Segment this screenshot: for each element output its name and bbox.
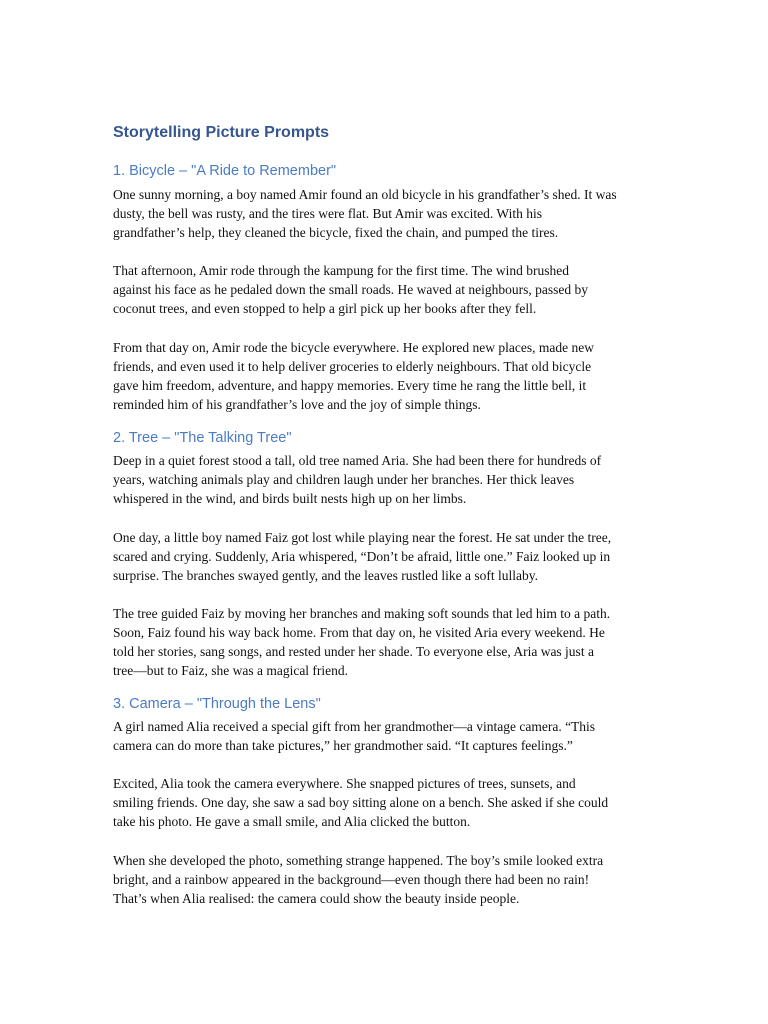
text-line: A girl named Alia received a special gift from her grandmother—a vintage camera. “This [113,719,596,734]
section-heading-tree: 2. Tree – "The Talking Tree" [113,430,292,446]
paragraph [113,851,603,908]
text-line: bright, and a rainbow appeared in the background—even though there had been no rain! [113,872,590,887]
text-line: whispered in the wind, and birds built nests high up on her limbs. [113,491,467,506]
text-line: Excited, Alia took the camera everywhere. She snapped pictures of trees, sunsets, and [113,776,576,791]
paragraph [113,717,595,755]
text-line: That afternoon, Amir rode through the kampung for the first time. The wind brushed [113,263,570,278]
text-line: That’s when Alia realised: the camera could show the beauty inside people. [113,891,520,906]
text-line: coconut trees, and even stopped to help a girl pick up her books after they fell. [113,301,537,316]
text-line: When she developed the photo, something strange happened. The boy’s smile looked extra [113,853,604,868]
text-line: One day, a little boy named Faiz got lost while playing near the forest. He sat under the tree, [113,530,612,545]
text-line: The tree guided Faiz by moving her branches and making soft sounds that led him to a path. [113,606,611,621]
section-heading-camera: 3. Camera – "Through the Lens" [113,696,321,712]
paragraph [113,185,617,242]
text-line: against his face as he pedaled down the small roads. He waved at neighbours, passed by [113,282,588,297]
text-line: camera can do more than take pictures,” her grandmother said. “It captures feelings.” [113,738,573,753]
paragraph [113,774,608,831]
text-line: take his photo. He gave a small smile, and Alia clicked the button. [113,814,471,829]
text-line: One sunny morning, a boy named Amir found an old bicycle in his grandfather’s shed. It was [113,187,617,202]
paragraph [113,604,610,680]
paragraph [113,528,611,585]
text-line: friends, and even used it to help deliver groceries to elderly neighbours. That old bicycle [113,359,592,374]
text-line: tree—but to Faiz, she was a magical friend. [113,663,349,678]
paragraph [113,338,594,414]
paragraph [113,261,588,318]
text-line: years, watching animals play and children laugh under her branches. Her thick leaves [113,472,575,487]
text-line: reminded him of his grandfather’s love and the joy of simple things. [113,397,481,412]
text-line: told her stories, sang songs, and rested under her shade. To everyone else, Aria was just a [113,644,594,659]
section-heading-bicycle: 1. Bicycle – "A Ride to Remember" [113,163,337,179]
text-line: surprise. The branches swayed gently, and the leaves rustled like a soft lullaby. [113,568,538,583]
text-line: smiling friends. One day, she saw a sad boy sitting alone on a bench. She asked if she could [113,795,609,810]
text-line: Soon, Faiz found his way back home. From that day on, he visited Aria every weekend. He [113,625,605,640]
text-line: Deep in a quiet forest stood a tall, old tree named Aria. She had been there for hundreds of [113,453,602,468]
paragraph [113,451,601,508]
text-line: gave him freedom, adventure, and happy memories. Every time he rang the little bell, it [113,378,587,393]
text-line: grandfather’s help, they cleaned the bicycle, fixed the chain, and pumped the tires. [113,225,559,240]
text-line: From that day on, Amir rode the bicycle everywhere. He explored new places, made new [113,340,594,355]
text-line: dusty, the bell was rusty, and the tires were flat. But Amir was excited. With his [113,206,542,221]
text-line: scared and crying. Suddenly, Aria whispered, “Don’t be afraid, little one.” Faiz looked up in [113,549,611,564]
document-title: Storytelling Picture Prompts [113,124,330,141]
